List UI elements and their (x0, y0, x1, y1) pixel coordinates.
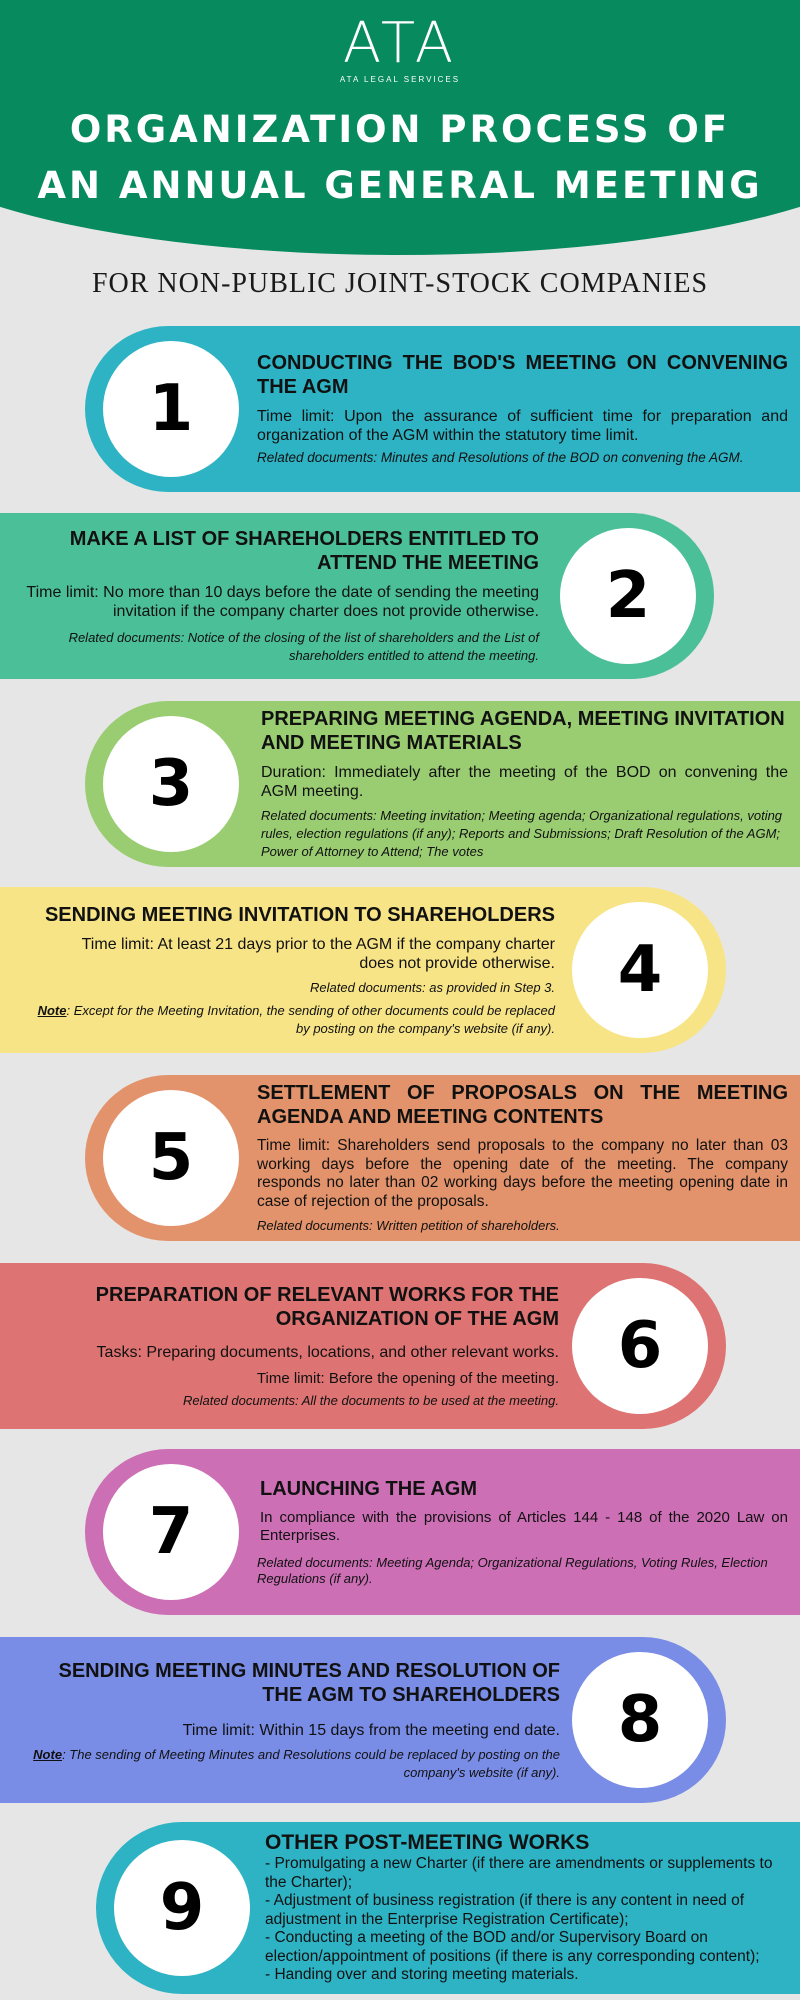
note-text: : The sending of Meeting Minutes and Resolutions could be replaced by posting on the company's website (if any). (62, 1746, 560, 1780)
step-content (257, 1075, 788, 1241)
step-related-documents: Related documents: Meeting Agenda; Organizational Regulations, Voting Rules, Election Regulations (if any). (257, 1555, 768, 1586)
step-1 (85, 326, 800, 492)
step-content (22, 1637, 560, 1803)
step-number-circle: 6 (572, 1278, 708, 1414)
step-heading: PREPARATION OF RELEVANT WORKS FOR THE ORGANIZATION OF THE AGM (95, 1283, 559, 1330)
title-line-2: AN ANNUAL GENERAL MEETING (37, 164, 763, 207)
step-number-circle: 4 (572, 902, 708, 1038)
post-meeting-item: - Adjustment of business registration (if there is any content in need of adjustment in the Enterprise Registration Certificate); (265, 1892, 745, 1928)
step-4 (0, 887, 726, 1053)
step-compliance: In compliance with the provisions of Articles 144 - 148 of the 2020 Law on Enterprises. (260, 1509, 788, 1544)
note-label: Note (37, 1002, 67, 1018)
post-meeting-item: - Promulgating a new Charter (if there are amendments or supplements to the Charter); (265, 1855, 773, 1891)
ata-logo: ATA (342, 11, 458, 76)
step-heading: SENDING MEETING MINUTES AND RESOLUTION OF THE AGM TO SHAREHOLDERS (58, 1659, 560, 1706)
header (0, 0, 800, 255)
step-related-documents: Related documents: as provided in Step 3. (310, 979, 555, 995)
step-3 (85, 701, 800, 867)
note-text: : Except for the Meeting Invitation, the sending of other documents could be replaced by posting on the company's website (if any). (66, 1002, 555, 1036)
step-note (22, 1002, 555, 1038)
step-heading: LAUNCHING THE AGM (260, 1478, 478, 1500)
step-time-limit: Time limit: At least 21 days prior to the AGM if the company charter does not provide otherwise. (81, 935, 555, 972)
step-heading: MAKE A LIST OF SHAREHOLDERS ENTITLED TO ATTEND THE MEETING (69, 528, 539, 574)
step-related-documents: Related documents: Notice of the closing of the list of shareholders and the List of shareholders entitled to attend the meeting. (68, 630, 539, 663)
step-number-circle: 7 (103, 1464, 239, 1600)
step-8 (0, 1637, 726, 1803)
step-number-circle: 9 (114, 1840, 250, 1976)
post-meeting-item: - Handing over and storing meeting materials. (265, 1966, 579, 1984)
step-9 (96, 1822, 800, 1994)
step-related-documents: Related documents: Written petition of shareholders. (257, 1218, 560, 1233)
step-content (22, 513, 539, 679)
step-heading: SETTLEMENT OF PROPOSALS ON THE MEETING AGENDA AND MEETING CONTENTS (257, 1082, 788, 1128)
step-heading: PREPARING MEETING AGENDA, MEETING INVITATION AND MEETING MATERIALS (261, 708, 785, 754)
step-5 (85, 1075, 800, 1241)
step-related-documents: Related documents: Minutes and Resolutions of the BOD on convening the AGM. (257, 450, 744, 465)
post-meeting-item: - Conducting a meeting of the BOD and/or Supervisory Board on election/appointment of positions (if there is any corresponding content); (265, 1929, 760, 1965)
step-number-circle: 5 (103, 1090, 239, 1226)
step-number-circle: 8 (572, 1652, 708, 1788)
step-time-limit: Time limit: No more than 10 days before the date of sending the meeting invitation if the company charter does not provide otherwise. (26, 584, 539, 620)
step-number-circle: 1 (103, 341, 239, 477)
step-2 (0, 513, 714, 679)
step-heading: SENDING MEETING INVITATION TO SHAREHOLDERS (44, 903, 555, 926)
step-time-limit: Duration: Immediately after the meeting of the BOD on convening the AGM meeting. (261, 764, 788, 800)
step-7 (85, 1449, 800, 1615)
step-number-circle: 3 (103, 716, 239, 852)
step-related-documents: Related documents: Meeting invitation; Meeting agenda; Organizational regulations, voting rules, election regulations (if any); Reports and Submissions; Draft Resolution of the AGM; Power of Attorney to Attend; The votes (261, 808, 783, 859)
step-heading: CONDUCTING THE BOD'S MEETING ON CONVENING THE AGM (257, 352, 788, 398)
step-content (22, 1263, 559, 1429)
step-number-circle: 2 (560, 528, 696, 664)
step-tasks: Tasks: Preparing documents, locations, and other relevant works. (96, 1343, 559, 1361)
step-content (257, 1449, 788, 1615)
page-subtitle: FOR NON-PUBLIC JOINT-STOCK COMPANIES (91, 268, 709, 299)
step-content (261, 701, 788, 867)
step-content (265, 1822, 788, 1994)
step-time-limit: Time limit: Within 15 days from the meeting end date. (182, 1721, 560, 1739)
step-time-limit: Time limit: Shareholders send proposals to the company no later than 03 working days before the opening date of the meeting. The company responds no later than 02 working days before the meeting opening date in case of rejection of the proposals. (257, 1137, 788, 1210)
step-content (22, 887, 555, 1053)
page-title (0, 102, 800, 214)
note-label: Note (33, 1746, 63, 1762)
title-line-1: ORGANIZATION PROCESS OF (69, 108, 731, 151)
logo-subtitle: ATA LEGAL SERVICES (339, 75, 461, 84)
step-time-limit: Time limit: Upon the assurance of sufficient time for preparation and organization of the AGM within the statutory time limit. (257, 408, 788, 444)
step-content (257, 326, 788, 492)
step-time-limit: Time limit: Before the opening of the meeting. (256, 1369, 559, 1387)
step-6 (0, 1263, 726, 1429)
step-heading: OTHER POST-MEETING WORKS (265, 1831, 590, 1855)
step-related-documents: Related documents: All the documents to be used at the meeting. (182, 1392, 559, 1408)
step-note (22, 1746, 560, 1782)
